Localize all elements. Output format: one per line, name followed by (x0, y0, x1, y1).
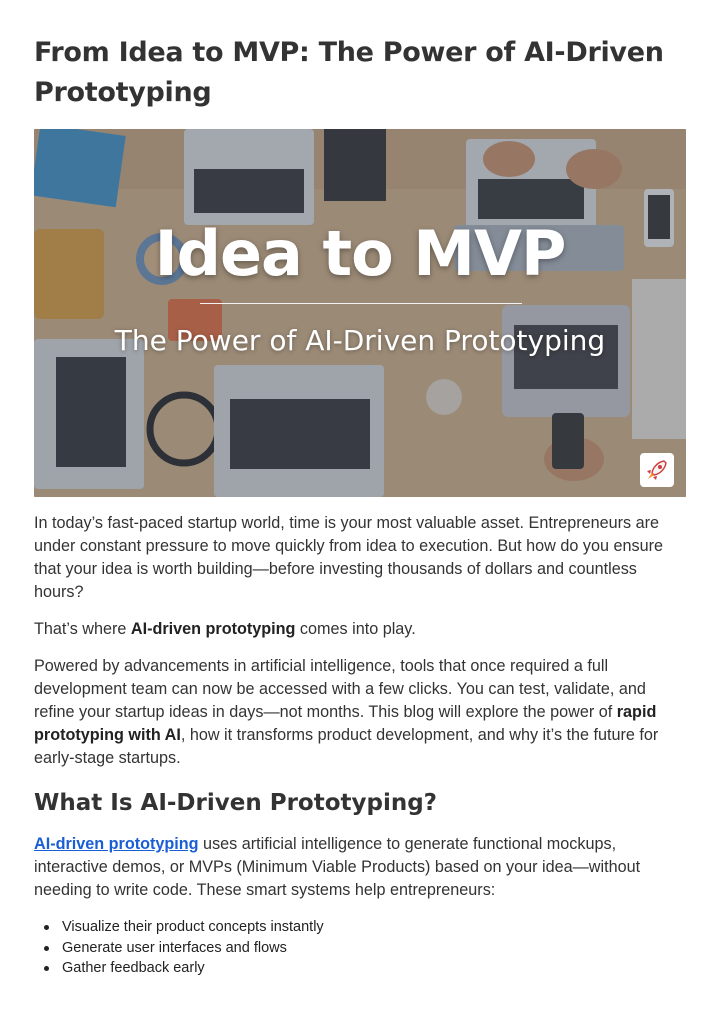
hero-subtitle: The Power of AI-Driven Prototyping (114, 324, 606, 357)
hero-divider (200, 303, 522, 304)
text-segment: Powered by advancements in artificial intelligence, tools that once required a full development team can now be accessed with a few clicks. You can test, validate, and refine your startup ideas in days—not months. This blog will explore the power of (34, 657, 646, 721)
rocket-icon (640, 453, 674, 487)
text-segment: uses artificial intelligence to generate functional mockups, interactive demos, or MVPs (Minimum Viable Products) based on your idea—without needing to write code. These smart systems help entrepreneurs: (34, 835, 641, 899)
list-item: Gather feedback early (44, 958, 686, 979)
ai-prototyping-link[interactable]: AI-driven prototyping (34, 835, 199, 853)
text-segment: comes into play. (295, 620, 416, 638)
text-segment: , how it transforms product development, and why it’s the future for early-stage startups. (34, 726, 659, 767)
paragraph-ai-prototyping (34, 618, 686, 641)
hero-image (34, 129, 686, 497)
page-title: From Idea to MVP: The Power of AI-Driven Prototyping (34, 37, 664, 108)
section-heading: What Is AI-Driven Prototyping? (34, 790, 438, 816)
list-item: Visualize their product concepts instantly (44, 917, 686, 938)
hero-overlay (34, 129, 686, 497)
benefits-list (34, 917, 686, 979)
text-segment: That’s where (34, 620, 131, 638)
paragraph-definition (34, 833, 686, 902)
intro-paragraph: In today’s fast-paced startup world, time is your most valuable asset. Entrepreneurs are under constant pressure to move quickly from idea to execution. But how do you ensure that your idea is worth building—before investing thousands of dollars and countless hours? (34, 514, 663, 601)
list-item: Generate user interfaces and flows (44, 938, 686, 959)
hero-title: Idea to MVP (154, 217, 566, 290)
paragraph-advancements (34, 655, 686, 770)
bold-phrase: rapid prototyping with AI (34, 703, 657, 744)
bold-phrase: AI-driven prototyping (130, 620, 296, 638)
